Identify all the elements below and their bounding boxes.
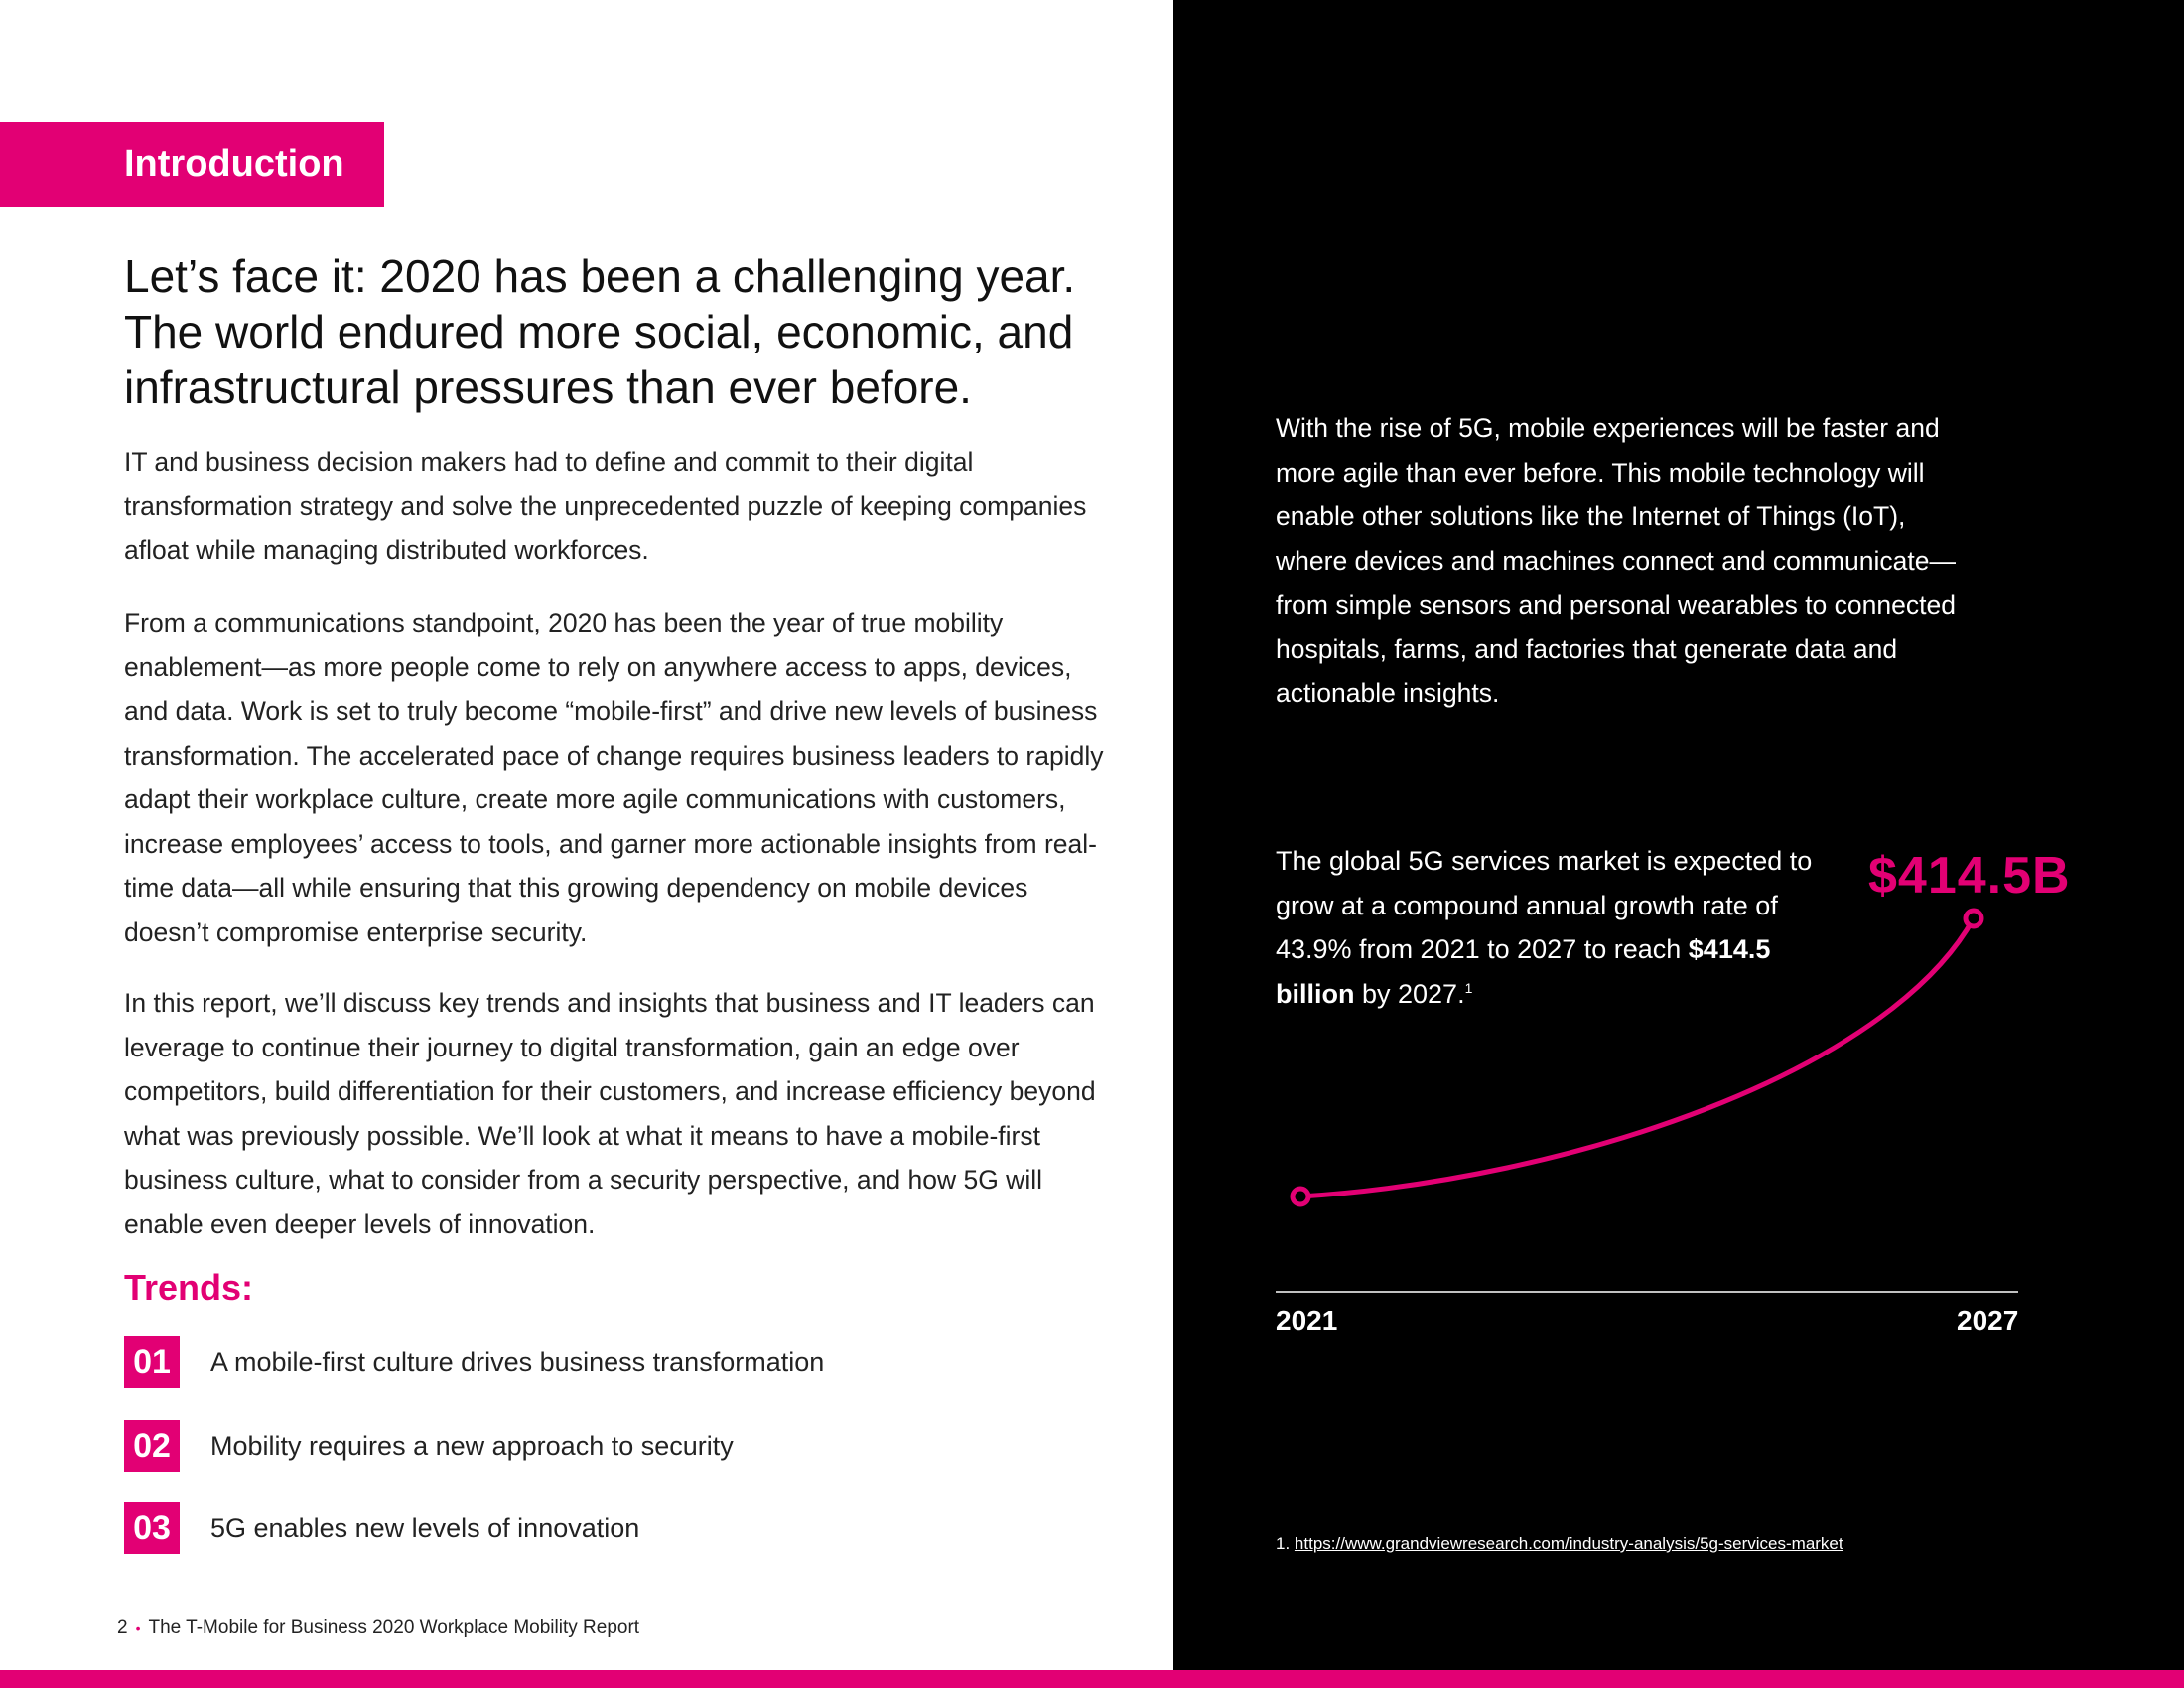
growth-chart bbox=[1173, 0, 2184, 1670]
right-panel bbox=[1173, 0, 2184, 1670]
trend-text: 5G enables new levels of innovation bbox=[210, 1512, 640, 1543]
stat-text-before: The global 5G services market is expected to grow at a compound annual growth rate of 43.9% from 2021 to 2027 to reach bbox=[1276, 846, 1813, 964]
growth-curve bbox=[1300, 918, 1974, 1196]
footnote-number: 1. bbox=[1276, 1534, 1291, 1553]
page-number: 2 bbox=[117, 1618, 128, 1638]
footnote-link[interactable]: https://www.grandviewresearch.com/industry-analysis/5g-services-market bbox=[1294, 1534, 1843, 1553]
footnote bbox=[1276, 1534, 1843, 1554]
start-point-marker bbox=[1293, 1189, 1308, 1204]
section-tab-introduction: Introduction bbox=[0, 122, 384, 207]
intro-paragraph-2: From a communications standpoint, 2020 has been the year of true mobility enablement—as more people come to rely on anywhere access to apps, devices, and data. Work is set to truly become “mobile-first” and drive new levels of business transformation. The accelerated pace of change requires business leaders to rapidly adapt their workplace culture, create more agile communications with customers, increase employees’ access to tools, and garner more actionable insights from real-time data—all while ensuring that this growing dependency on mobile devices doesn’t compromise enterprise security. bbox=[124, 608, 1104, 947]
headline-line-1: Let’s face it: 2020 has been a challenging year. bbox=[124, 250, 1076, 302]
trend-number-badge: 02 bbox=[124, 1420, 180, 1472]
footer-separator: • bbox=[135, 1620, 141, 1636]
trend-text: Mobility requires a new approach to security bbox=[210, 1430, 734, 1461]
headline-line-2: The world endured more social, economic, and bbox=[124, 306, 1074, 357]
trend-item-03 bbox=[124, 1502, 639, 1554]
stat-bold-value: $414.5 billion bbox=[1276, 934, 1771, 1009]
chart-data-label: $414.5B bbox=[1868, 847, 2071, 905]
headline-line-3: infrastructural pressures than ever before. bbox=[124, 361, 972, 413]
stat-text-after: by 2027. bbox=[1354, 978, 1465, 1009]
trend-item-01 bbox=[124, 1336, 824, 1388]
trend-number-badge: 01 bbox=[124, 1336, 180, 1388]
footnote-ref: 1 bbox=[1464, 979, 1473, 996]
intro-paragraph-3: In this report, we’ll discuss key trends and insights that business and IT leaders can leverage to continue their journey to digital transformation, gain an edge over competitors, build differentiation for their customers, and increase efficiency beyond what was previously possible. We’ll look at what it means to have a mobile-first business culture, what to consider from a security perspective, and how 5G will enable even deeper levels of innovation. bbox=[124, 988, 1096, 1239]
report-title: The T-Mobile for Business 2020 Workplace Mobility Report bbox=[148, 1618, 640, 1638]
x-tick-label-2021: 2021 bbox=[1276, 1305, 1338, 1336]
trends-heading: Trends: bbox=[124, 1267, 254, 1308]
trend-number-badge: 03 bbox=[124, 1502, 180, 1554]
page-headline bbox=[124, 248, 1117, 415]
intro-paragraph-1: IT and business decision makers had to define and commit to their digital transformation strategy and solve the unprecedented puzzle of keeping companies afloat while managing distributed workforces. bbox=[124, 447, 1087, 565]
5g-paragraph: With the rise of 5G, mobile experiences will be faster and more agile than ever before. This mobile technology will enable other solutions like the Internet of Things (IoT), where devices and machines connect and communicate—from simple sensors and personal wearables to connected hospitals, farms, and factories that generate data and actionable insights. bbox=[1276, 413, 1956, 708]
trend-item-02 bbox=[124, 1420, 734, 1472]
x-tick-label-2027: 2027 bbox=[1957, 1305, 2019, 1336]
end-point-marker bbox=[1966, 911, 1981, 926]
trend-text: A mobile-first culture drives business transformation bbox=[210, 1346, 825, 1377]
page-footer bbox=[117, 1618, 639, 1639]
bottom-accent-bar bbox=[0, 1670, 2184, 1688]
